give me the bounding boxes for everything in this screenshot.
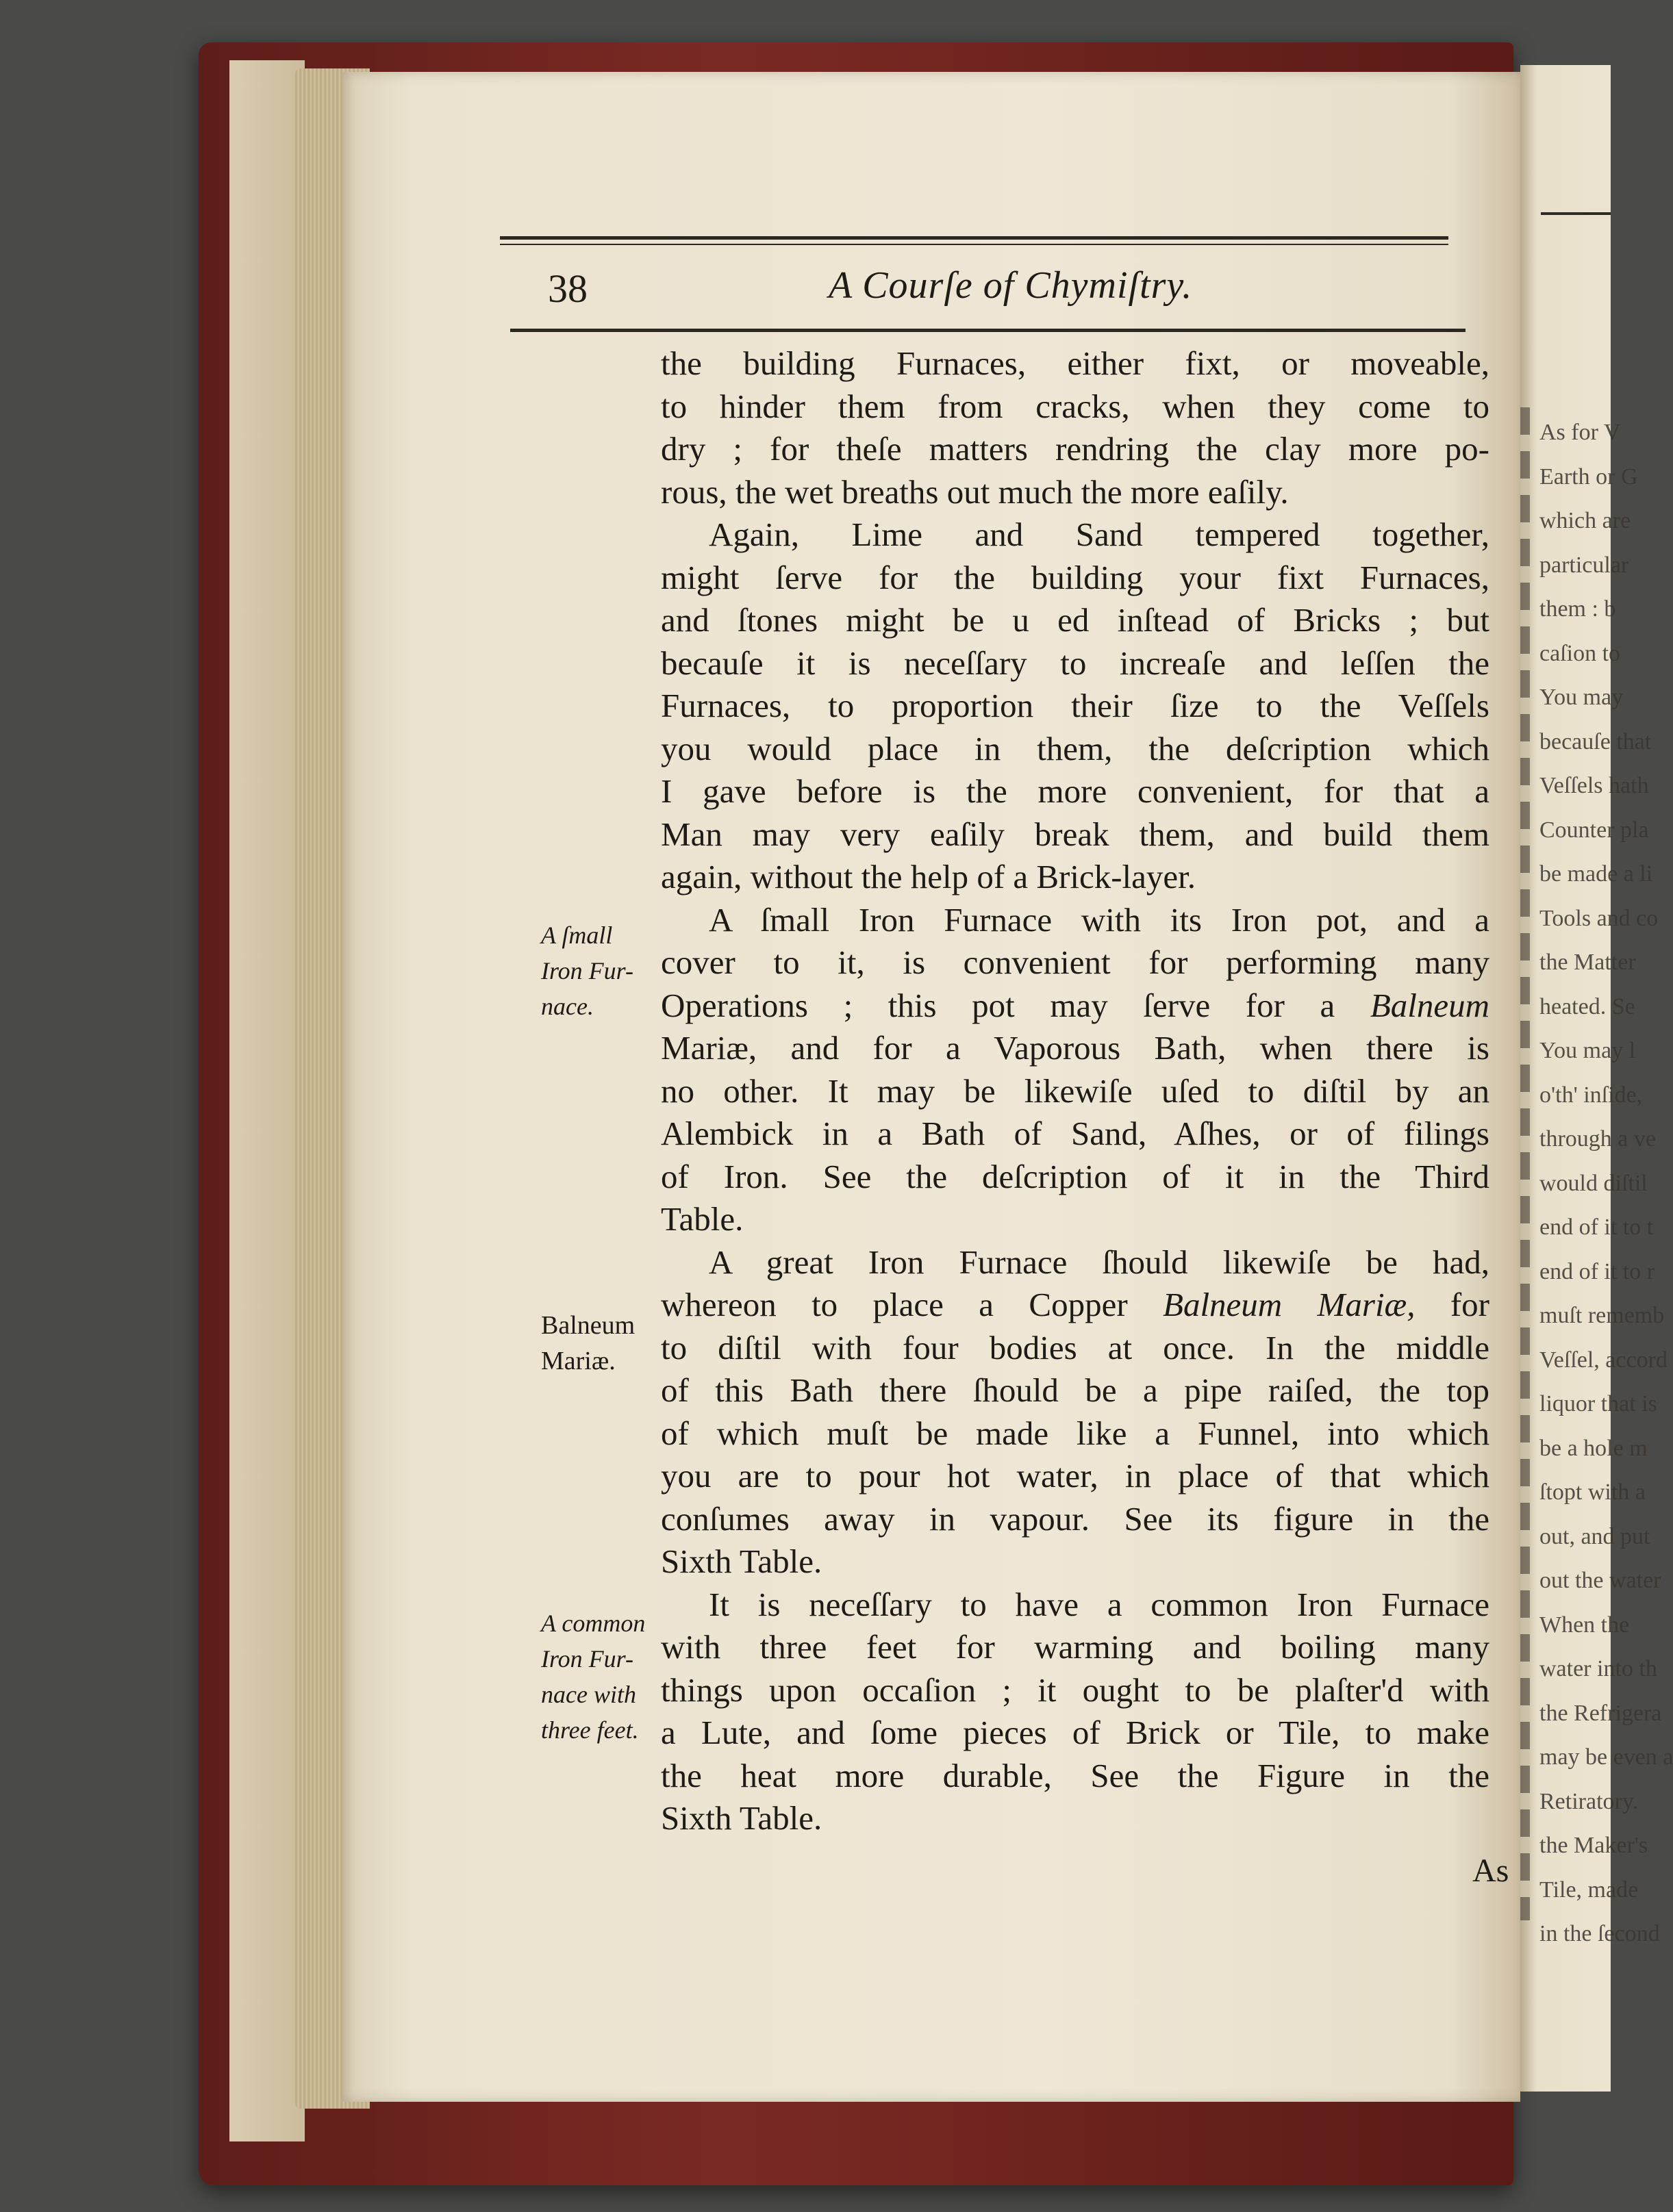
text-line: things upon occaſion ; it ought to be plaſter'd with — [661, 1670, 1489, 1709]
facing-page-line: liquor that is — [1539, 1391, 1657, 1416]
facing-page-line: would diſtil — [1539, 1170, 1648, 1196]
facing-page-line: Tile, made — [1539, 1877, 1639, 1903]
italic-term: Balneum Mariæ, — [1163, 1286, 1416, 1323]
facing-page-line: Veſſel, accord — [1539, 1347, 1668, 1373]
margin-note-line: Balneum — [541, 1311, 636, 1340]
facing-page-line: You may — [1539, 685, 1624, 710]
facing-page-line: Counter pla — [1539, 817, 1649, 843]
text-line: A great Iron Furnace ſhould likewiſe be had, — [709, 1243, 1489, 1281]
margin-note-line: A ſmall — [541, 921, 613, 949]
facing-page-rule — [1541, 212, 1611, 215]
text-line: rous, the wet breaths out much the more eaſily. — [661, 472, 1289, 511]
margin-note-line: nace with — [541, 1681, 636, 1708]
text-line — [661, 984, 1489, 1028]
margin-note-line: Mariæ. — [541, 1347, 616, 1375]
facing-page-line: the Refrigera — [1539, 1700, 1662, 1726]
text-line: to diſtil with four bodies at once. In the middle — [661, 1328, 1489, 1366]
header-rule-top — [500, 236, 1448, 240]
header-rule-bottom — [510, 329, 1466, 332]
facing-page-line: out, and put — [1539, 1523, 1650, 1549]
facing-page-line: the Matter — [1539, 950, 1636, 975]
header-rule-top-thin — [500, 244, 1448, 245]
text-line: Furnaces, to proportion their ſize to the Veſſels — [661, 687, 1489, 724]
facing-page-line: be made a li — [1539, 861, 1653, 887]
text-line: Sixth Table. — [661, 1542, 822, 1580]
text-line: and ſtones might be u ed inſtead of Bricks ; but — [661, 601, 1489, 639]
text-line: conſumes away in vapour. See its figure in the — [661, 1499, 1489, 1538]
text-line: a Lute, and ſome pieces of Brick or Tile, to make — [661, 1714, 1489, 1751]
facing-page-line: out the water — [1539, 1568, 1661, 1593]
text-line: of which muſt be made like a Funnel, into which — [661, 1414, 1489, 1452]
facing-page-line: When the — [1539, 1612, 1630, 1638]
text-line: of Iron. See the deſcription of it in the Third — [661, 1157, 1489, 1195]
facing-page-line: may be even a — [1539, 1744, 1673, 1770]
text-span: for — [1415, 1286, 1490, 1323]
margin-note-line: Iron Fur- — [541, 957, 633, 984]
body-text — [661, 342, 1489, 1840]
facing-page-line: end of it to r — [1539, 1258, 1655, 1284]
text-line — [661, 1284, 1489, 1327]
text-line: of this Bath there ſhould be a pipe raiſed, the top — [661, 1371, 1489, 1409]
facing-page-line: ſtopt with a — [1539, 1479, 1646, 1505]
facing-page-line: Veſſels hath — [1539, 773, 1649, 798]
facing-page-line: which are — [1539, 508, 1631, 533]
italic-term: Balneum — [1370, 986, 1489, 1024]
facing-page-line: end of it to t — [1539, 1215, 1654, 1240]
facing-page-line: muſt rememb — [1539, 1303, 1665, 1328]
text-line: Table. — [661, 1200, 744, 1238]
text-line: Sixth Table. — [661, 1799, 822, 1837]
facing-page-text — [1539, 411, 1673, 1957]
facing-page-line: becauſe that — [1539, 728, 1652, 754]
facing-page-line: particular — [1539, 552, 1629, 578]
text-line: the building Furnaces, either fixt, or moveable, — [661, 344, 1489, 382]
text-line: becauſe it is neceſſary to increaſe and leſſen the — [661, 644, 1489, 682]
text-line: It is neceſſary to have a common Iron Furnace — [709, 1585, 1489, 1623]
facing-page-line: You may l — [1539, 1038, 1636, 1063]
text-line: you are to pour hot water, in place of that which — [661, 1457, 1489, 1495]
margin-note-line: three feet. — [541, 1716, 639, 1744]
facing-page-line: caſion to — [1539, 640, 1621, 666]
text-line: cover to it, is convenient for performing many — [661, 943, 1489, 981]
margin-note-line: nace. — [541, 993, 594, 1020]
catchword: As — [1472, 1853, 1509, 1889]
facing-page-line: Tools and co — [1539, 905, 1659, 931]
text-line: no other. It may be likewiſe uſed to diſtil by an — [661, 1071, 1489, 1110]
text-line: again, without the help of a Brick-layer. — [661, 858, 1196, 895]
facing-page-line: in the ſecond — [1539, 1921, 1660, 1946]
facing-page-line: be a hole m — [1539, 1435, 1648, 1461]
book-page-right-edge — [1520, 65, 1673, 2092]
text-line: Man may very eaſily break them, and build them — [661, 815, 1489, 853]
text-line: dry ; for theſe matters rendring the clay more po- — [661, 430, 1489, 468]
text-line: A ſmall Iron Furnace with its Iron pot, and a — [709, 900, 1489, 939]
margin-note-small-iron-furnace — [541, 917, 685, 1024]
text-line: the heat more durable, See the Figure in the — [661, 1756, 1489, 1794]
running-head: A Courſe of Chymiſtry. — [829, 264, 1193, 307]
text-line: to hinder them from cracks, when they come to — [661, 387, 1489, 425]
facing-page-line: the Maker's — [1539, 1833, 1648, 1858]
facing-page-line: them : b — [1539, 596, 1616, 622]
facing-page-line: Earth or G — [1539, 463, 1638, 490]
margin-note-line: Iron Fur- — [541, 1645, 633, 1673]
page-number: 38 — [548, 266, 588, 311]
text-line: Mariæ, and for a Vaporous Bath, when there is — [661, 1029, 1489, 1067]
show-through — [520, 602, 527, 637]
text-line: you would place in them, the deſcription which — [661, 729, 1489, 767]
facing-page-line: water into th — [1539, 1656, 1657, 1681]
text-line: Alembick in a Bath of Sand, Aſhes, or of filings — [661, 1115, 1489, 1152]
gutter-shadow — [1520, 407, 1530, 1920]
text-span: Operations ; this pot may ſerve for a — [661, 986, 1370, 1024]
facing-page-line: As for V — [1539, 420, 1621, 445]
facing-page-line: heated. Se — [1539, 993, 1635, 1019]
margin-note-common-iron-furnace — [541, 1605, 685, 1748]
text-line: with three feet for warming and boiling many — [661, 1628, 1489, 1666]
facing-page-line: Retiratory. — [1539, 1788, 1639, 1814]
margin-note-line: A common — [541, 1610, 646, 1637]
text-line: might ſerve for the building your fixt Furnaces, — [661, 558, 1489, 596]
text-line: Again, Lime and Sand tempered together, — [709, 516, 1489, 553]
facing-page-line: through a ve — [1539, 1126, 1656, 1152]
flyleaf — [229, 60, 305, 2141]
text-line: I gave before is the more convenient, for that a — [661, 772, 1489, 810]
text-span: whereon to place a Copper — [661, 1286, 1163, 1323]
facing-page-line: o'th' inſide, — [1539, 1082, 1643, 1108]
margin-note-balneum-mariae — [541, 1308, 685, 1379]
